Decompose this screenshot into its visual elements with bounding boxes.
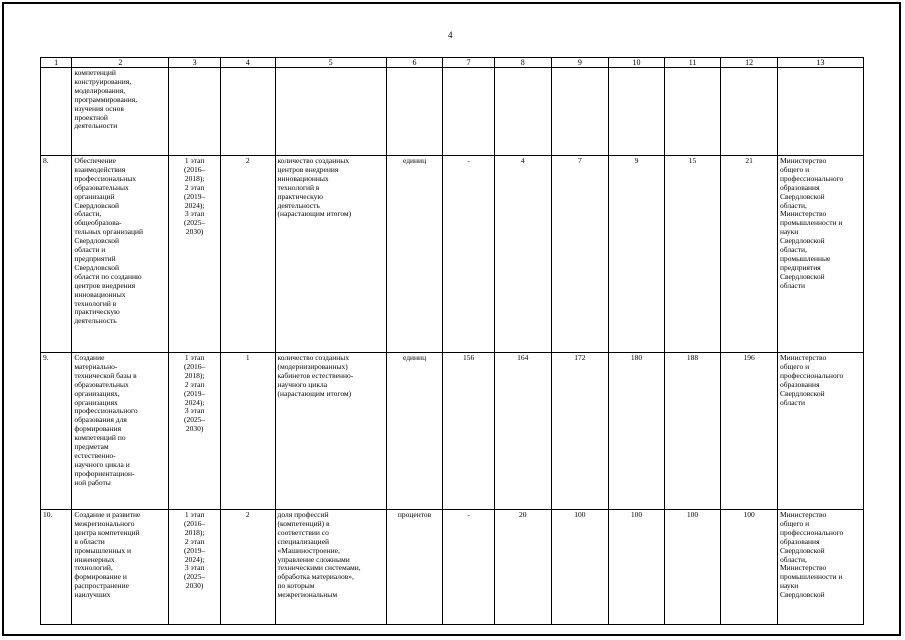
program-table — [40, 57, 864, 625]
indicator-cell: доля профессий (компетенций) в соответствии со специализацией «Машиностроение, управление сложными техническими системами, обработка материалов», по которым межрегиональным — [275, 510, 386, 625]
table-row — [41, 156, 864, 353]
header-cell: 5 — [275, 58, 386, 68]
value-cell: 180 — [609, 353, 665, 510]
value-cell: 4 — [494, 156, 551, 353]
col4-cell: 2 — [220, 156, 275, 353]
row-number-cell: 8. — [41, 156, 72, 353]
value-cell: - — [443, 510, 495, 625]
table-row-continuation — [41, 68, 864, 156]
header-cell: 3 — [169, 58, 221, 68]
value-cell: 196 — [721, 353, 778, 510]
col4-cell: 1 — [220, 353, 275, 510]
header-cell: 11 — [664, 58, 721, 68]
value-cell: 100 — [551, 510, 609, 625]
responsible-cell: Министерство общего и профессионального образования Свердловской области, Министерство промышленности и науки Свердловской — [777, 510, 863, 625]
value-cell: 20 — [494, 510, 551, 625]
header-cell: 9 — [551, 58, 609, 68]
value-cell: 156 — [443, 353, 495, 510]
col4-cell: 2 — [220, 510, 275, 625]
responsible-cell: Министерство общего и профессионального образования Свердловской области, Министерство промышленности и науки Свердловской области, промышленные предприятия Свердловской области — [777, 156, 863, 353]
row-number-cell: 10. — [41, 510, 72, 625]
measure-name-cell: Создание материально- технической базы в образовательных организациях, организациях профессионального образования для формирования компетенций по предметам естественно- научного цикла и профориентацион- ной работы — [72, 353, 169, 510]
header-cell: 13 — [777, 58, 863, 68]
value-cell: - — [443, 156, 495, 353]
value-cell: 100 — [664, 510, 721, 625]
indicator-cell: количество созданных центров внедрения инновационных технологий в практическую деятельность (нарастающим итогом) — [275, 156, 386, 353]
table-row — [41, 510, 864, 625]
unit-cell: процентов — [386, 510, 443, 625]
value-cell: 100 — [721, 510, 778, 625]
responsible-cell: Министерство общего и профессионального образования Свердловской области — [777, 353, 863, 510]
header-cell: 1 — [41, 58, 72, 68]
value-cell: 164 — [494, 353, 551, 510]
value-cell: 7 — [551, 156, 609, 353]
page-number: 4 — [448, 30, 453, 40]
value-cell: 172 — [551, 353, 609, 510]
measure-name-cell: Обеспечение взаимодействия профессиональных образовательных организаций Свердловской области, общеобразова- тельных организаций Свердловской области и предприятий Свердловской области по созданию центров внедрения инновационных технологий в практическую деятельность — [72, 156, 169, 353]
header-row — [41, 58, 864, 68]
unit-cell: единиц — [386, 353, 443, 510]
measure-name-cell: компетенций конструирования, моделирования, программирования, изучения основ проектной деятельности — [72, 68, 169, 156]
stages-cell: 1 этап (2016– 2018); 2 этап (2019– 2024); 3 этап (2025– 2030) — [169, 353, 221, 510]
value-cell: 100 — [609, 510, 665, 625]
header-cell: 7 — [443, 58, 495, 68]
table-row — [41, 353, 864, 510]
header-cell: 4 — [220, 58, 275, 68]
header-cell: 12 — [721, 58, 778, 68]
row-number-cell: 9. — [41, 353, 72, 510]
indicator-cell: количество созданных (модернизированных) кабинетов естественно- научного цикла (нарастающим итогом) — [275, 353, 386, 510]
value-cell: 15 — [664, 156, 721, 353]
stages-cell: 1 этап (2016– 2018); 2 этап (2019– 2024); 3 этап (2025– 2030) — [169, 156, 221, 353]
header-cell: 8 — [494, 58, 551, 68]
stages-cell: 1 этап (2016– 2018); 2 этап (2019– 2024); 3 этап (2025– 2030) — [169, 510, 221, 625]
header-cell: 2 — [72, 58, 169, 68]
value-cell: 9 — [609, 156, 665, 353]
header-cell: 6 — [386, 58, 443, 68]
value-cell: 21 — [721, 156, 778, 353]
value-cell: 188 — [664, 353, 721, 510]
unit-cell: единиц — [386, 156, 443, 353]
measure-name-cell: Создание и развитие межрегионального центра компетенций в области промышленных и инженерных технологий, формирование и распространение наилучших — [72, 510, 169, 625]
header-cell: 10 — [609, 58, 665, 68]
